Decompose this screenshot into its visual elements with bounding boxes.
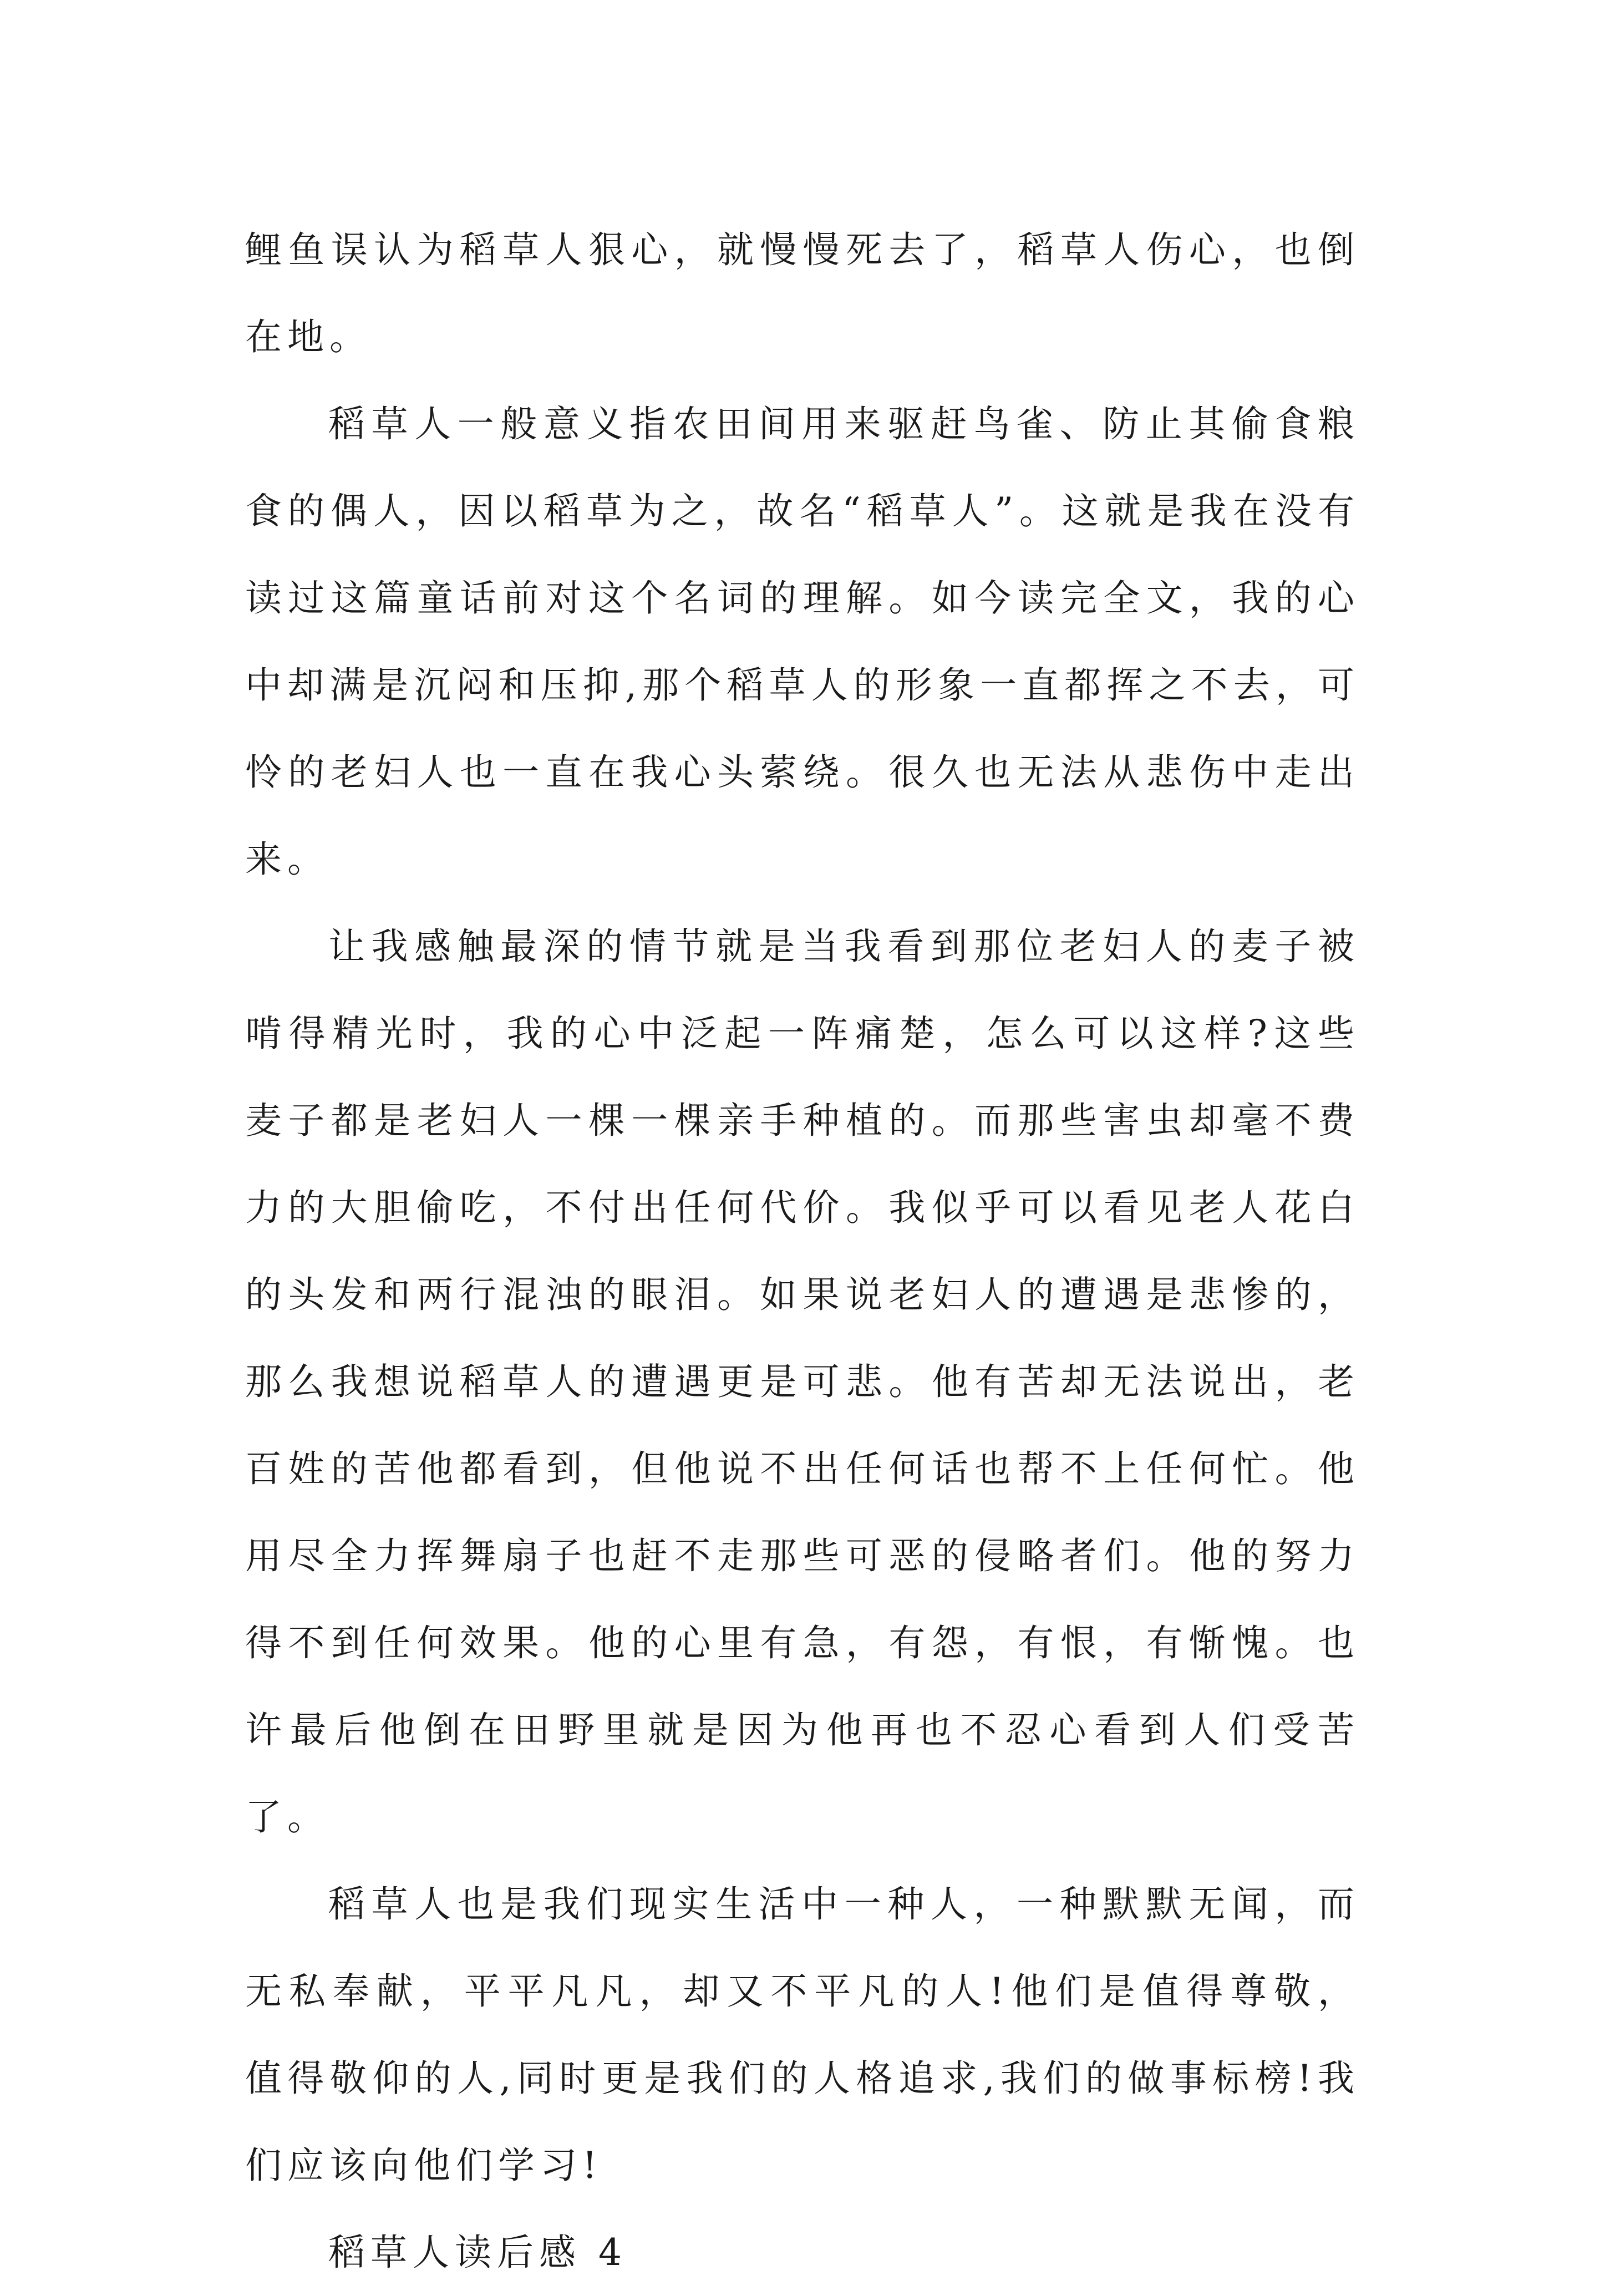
- paragraph-definition: 稻草人一般意义指农田间用来驱赶鸟雀、防止其偷食粮食的偶人，因以稻草为之，故名“稻草人”。这就是我在没有读过这篇童话前对这个名词的理解。如今读完全文，我的心中却满是沉闷和压抑,那个稻草人的形象一直都挥之不去，可怜的老妇人也一直在我心头萦绕。很久也无法从悲伤中走出来。: [245, 403, 1360, 881]
- section-heading: 稻草人读后感 4: [328, 2231, 627, 2274]
- document-body: [245, 206, 1360, 2296]
- paragraph-continuation: 鲤鱼误认为稻草人狠心，就慢慢死去了，稻草人伤心，也倒在地。: [245, 228, 1360, 358]
- paragraph-conclusion: 稻草人也是我们现实生活中一种人，一种默默无闻，而无私奉献，平平凡凡，却又不平凡的人!他们是值得尊敬，值得敬仰的人,同时更是我们的人格追求,我们的做事标榜!我们应该向他们学习!: [245, 1883, 1360, 2187]
- paragraph-plot-reflection: 让我感触最深的情节就是当我看到那位老妇人的麦子被啃得精光时，我的心中泛起一阵痛楚，怎么可以这样?这些麦子都是老妇人一棵一棵亲手种植的。而那些害虫却毫不费力的大胆偷吃，不付出任何代价。我似乎可以看见老人花白的头发和两行混浊的眼泪。如果说老妇人的遭遇是悲惨的，那么我想说稻草人的遭遇更是可悲。他有苦却无法说出，老百姓的苦他都看到，但他说不出任何话也帮不上任何忙。他用尽全力挥舞扇子也赶不走那些可恶的侵略者们。他的努力得不到任何效果。他的心里有急，有怨，有恨，有惭愧。也许最后他倒在田野里就是因为他再也不忍心看到人们受苦了。: [245, 925, 1360, 1838]
